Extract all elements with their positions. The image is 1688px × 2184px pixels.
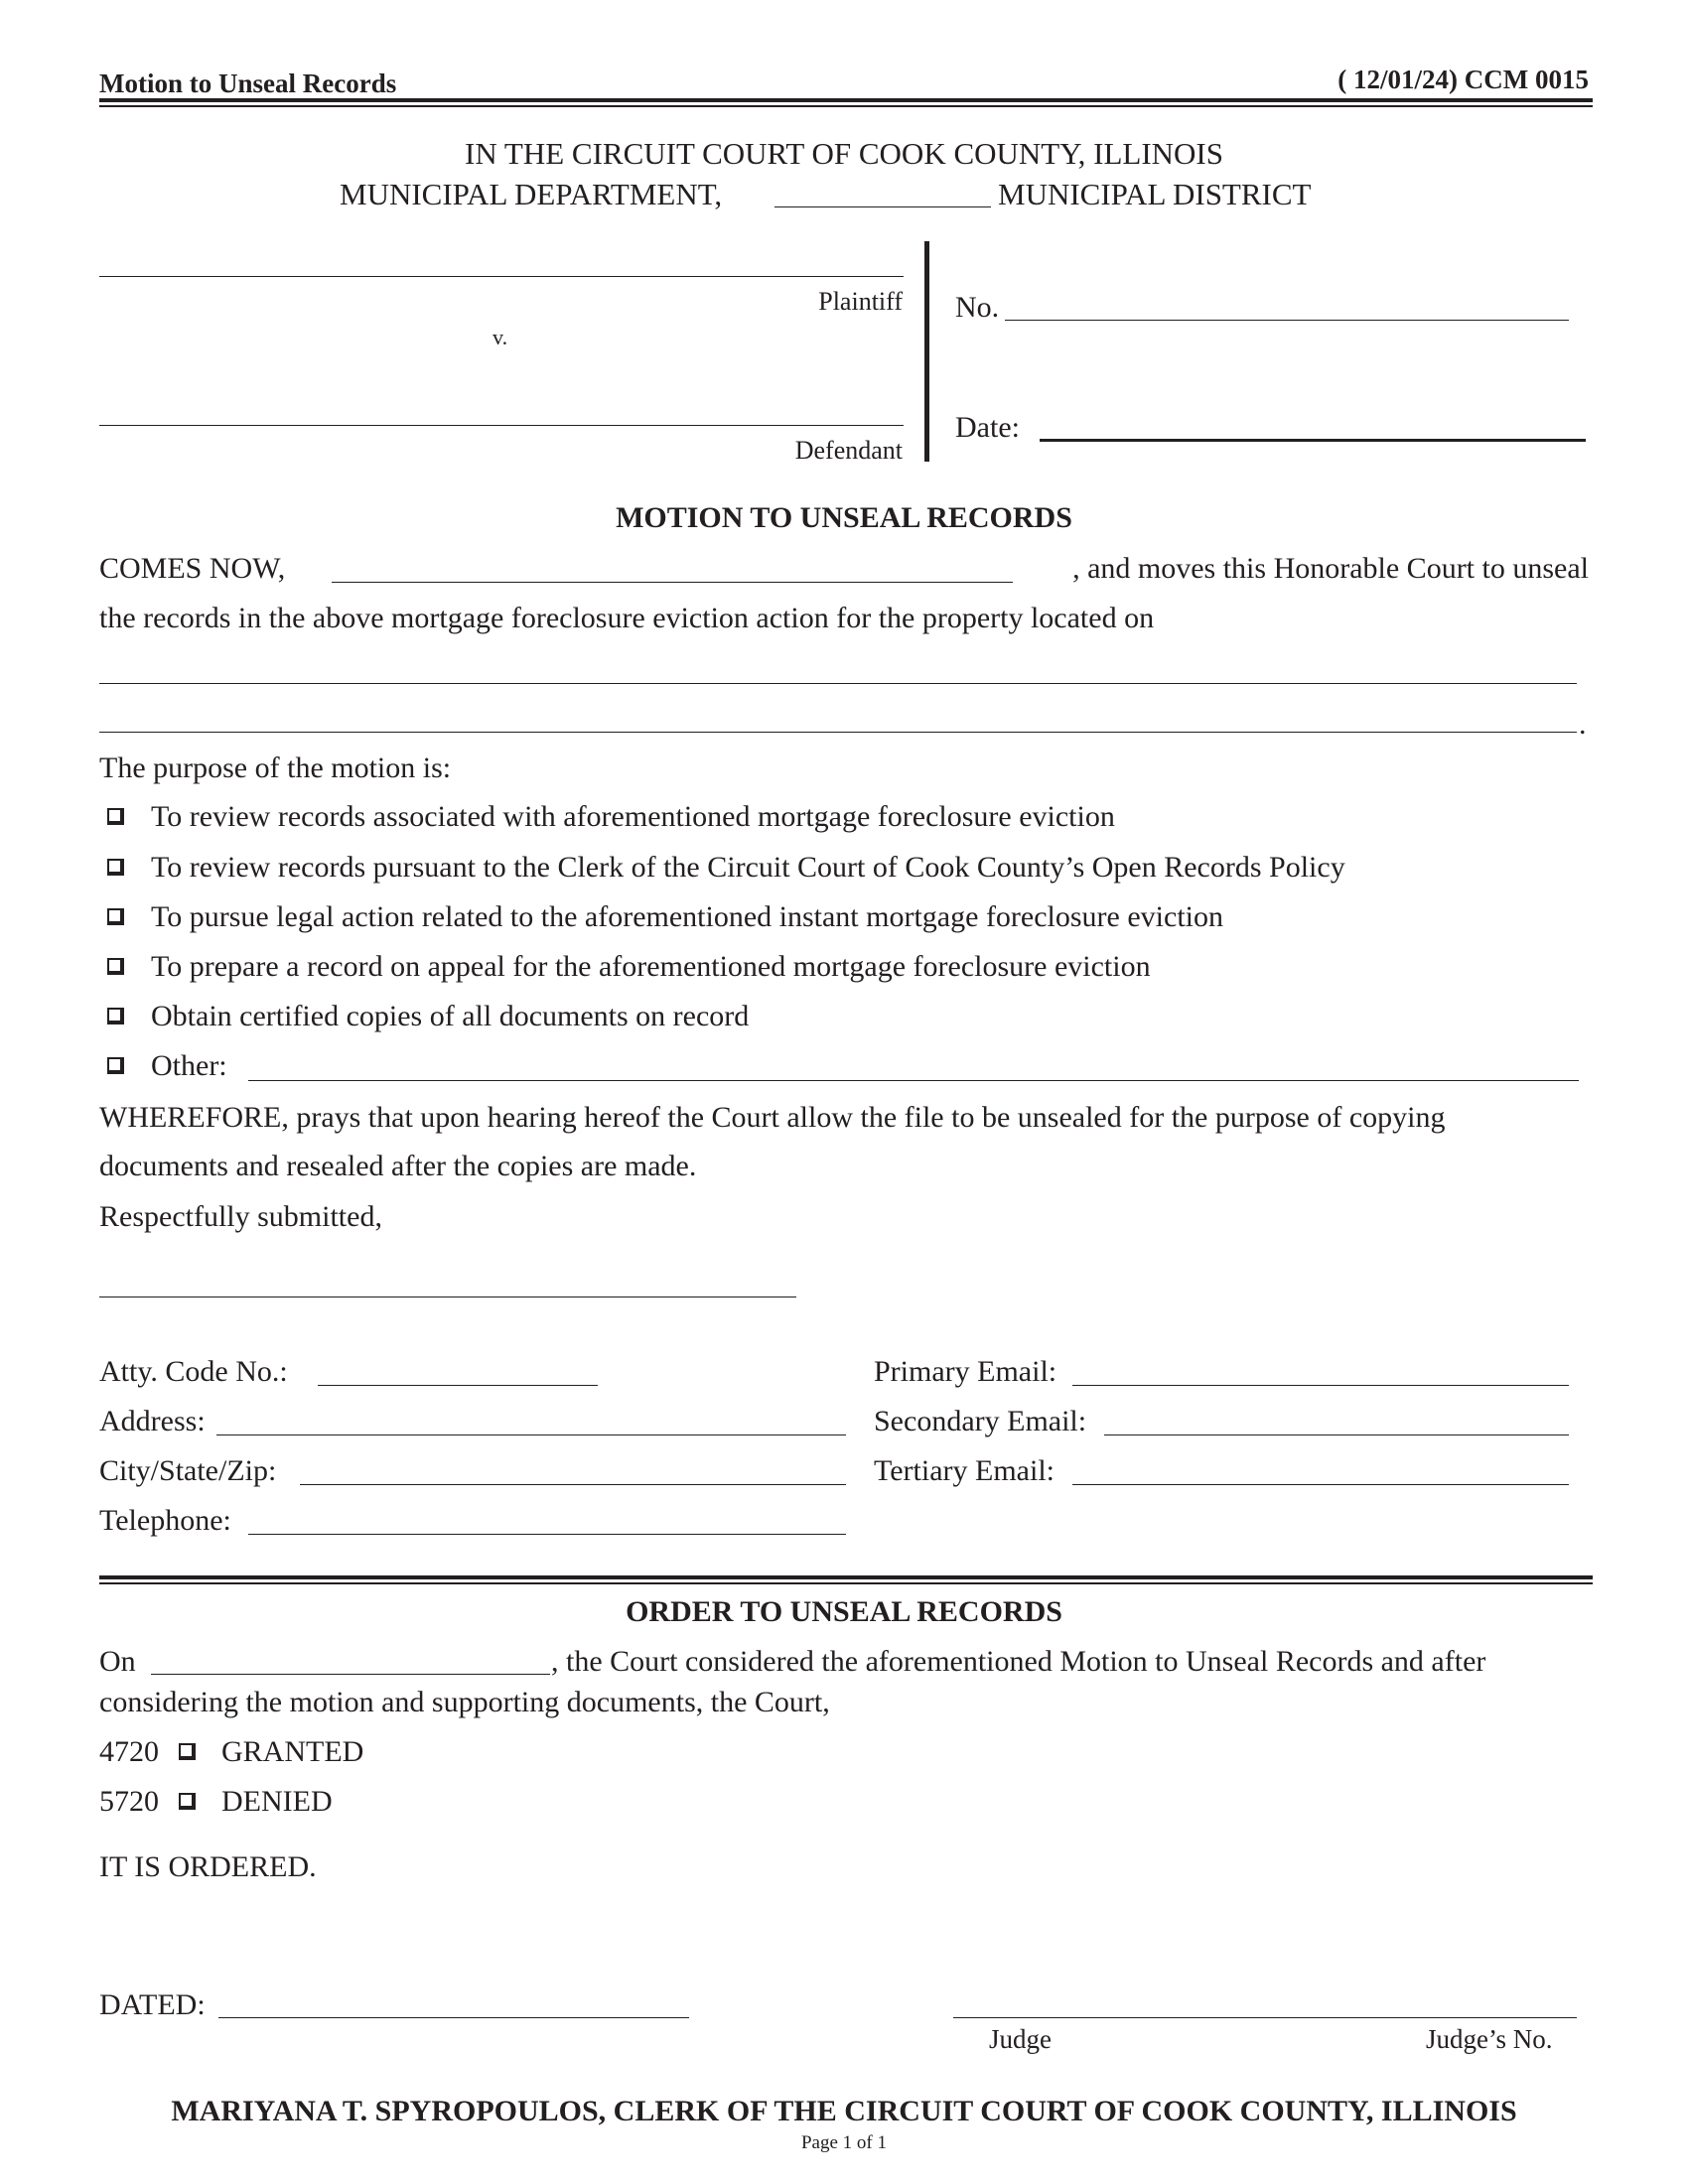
district-field[interactable] [774,206,991,207]
movant-name-field[interactable] [332,582,1013,583]
secondary-email-field[interactable] [1104,1434,1569,1435]
atty-code-field[interactable] [318,1385,598,1386]
plaintiff-label: Plaintiff [818,287,903,316]
judge-signature-field[interactable] [953,2017,1577,2018]
date-field[interactable] [1040,439,1586,442]
granted-code: 4720 [99,1735,159,1768]
dated-label: DATED: [99,1988,206,2021]
respectfully-submitted: Respectfully submitted, [99,1200,382,1233]
purpose-label: The purpose of the motion is: [99,751,452,784]
dated-field[interactable] [218,2017,689,2018]
denied-label: DENIED [221,1785,333,1818]
purpose-checkbox-3[interactable] [107,958,124,975]
header-rule-thin [99,105,1593,107]
moves-text: , and moves this Honorable Court to unseal [1072,552,1589,585]
purpose-checkbox-other[interactable] [107,1057,124,1074]
case-number-field[interactable] [1005,320,1569,321]
purpose-option-label: To review records pursuant to the Clerk of the Circuit Court of Cook County’s Open Records Policy [151,851,1345,884]
primary-email-label: Primary Email: [874,1355,1057,1388]
caption-divider [924,241,929,462]
telephone-field[interactable] [248,1534,846,1535]
purpose-option-label: To pursue legal action related to the aforementioned instant mortgage foreclosure eviction [151,900,1223,933]
purpose-option-label: To prepare a record on appeal for the aforementioned mortgage foreclosure eviction [151,950,1151,983]
property-address-line1[interactable] [99,683,1577,684]
page-number: Page 1 of 1 [800,2132,887,2153]
order-considering-text: considering the motion and supporting documents, the Court, [99,1686,830,1718]
tertiary-email-label: Tertiary Email: [874,1454,1055,1487]
purpose-option-label: To review records associated with aforementioned mortgage foreclosure eviction [151,800,1115,833]
header-rule [99,98,1593,102]
motion-title: MOTION TO UNSEAL RECORDS [616,501,1072,534]
case-number-label: No. [955,291,1000,324]
defendant-field[interactable] [99,425,904,426]
purpose-checkbox-0[interactable] [107,808,124,825]
comes-now-label: COMES NOW, [99,552,286,585]
city-state-zip-label: City/State/Zip: [99,1454,277,1487]
wherefore-text-2: documents and resealed after the copies are made. [99,1150,697,1182]
order-on-label: On [99,1645,136,1678]
defendant-label: Defendant [794,436,903,465]
date-label: Date: [955,411,1020,444]
court-heading: IN THE CIRCUIT COURT OF COOK COUNTY, ILLINOIS [465,136,1223,171]
granted-checkbox[interactable] [179,1743,196,1760]
telephone-label: Telephone: [99,1504,231,1537]
period: . [1579,708,1587,741]
address-field[interactable] [216,1434,846,1435]
purpose-checkbox-4[interactable] [107,1008,124,1024]
order-rule [99,1575,1593,1579]
property-address-line2[interactable] [99,732,1577,733]
order-rule-thin [99,1582,1593,1584]
denied-checkbox[interactable] [179,1793,196,1810]
order-date-field[interactable] [151,1674,550,1675]
judge-number-label: Judge’s No. [1426,2024,1553,2054]
purpose-checkbox-2[interactable] [107,908,124,925]
versus-label: v. [492,325,508,349]
denied-code: 5720 [99,1785,159,1818]
tertiary-email-field[interactable] [1072,1484,1569,1485]
department-label: MUNICIPAL DEPARTMENT, [340,177,723,211]
purpose-option-label: Obtain certified copies of all documents on record [151,1000,750,1032]
judge-label: Judge [989,2024,1052,2054]
atty-code-label: Atty. Code No.: [99,1355,288,1388]
it-is-ordered: IT IS ORDERED. [99,1850,317,1883]
purpose-other-field[interactable] [248,1080,1579,1081]
clerk-footer: MARIYANA T. SPYROPOULOS, CLERK OF THE CIRCUIT COURT OF COOK COUNTY, ILLINOIS [171,2095,1517,2127]
order-title: ORDER TO UNSEAL RECORDS [626,1595,1062,1628]
form-title: Motion to Unseal Records [99,68,397,98]
city-state-zip-field[interactable] [300,1484,846,1485]
plaintiff-field[interactable] [99,276,904,277]
granted-label: GRANTED [221,1735,364,1768]
purpose-checkbox-1[interactable] [107,859,124,876]
wherefore-text: WHEREFORE, prays that upon hearing hereof the Court allow the file to be unsealed for the purpose of copying [99,1101,1446,1134]
secondary-email-label: Secondary Email: [874,1405,1087,1437]
form-number: ( 12/01/24) CCM 0015 [1337,65,1589,94]
primary-email-field[interactable] [1072,1385,1569,1386]
district-label: MUNICIPAL DISTRICT [998,177,1312,211]
purpose-other-label: Other: [151,1049,227,1082]
motion-text-line2: the records in the above mortgage foreclosure eviction action for the property located on [99,602,1155,634]
order-considered-text: , the Court considered the aforementioned Motion to Unseal Records and after [551,1645,1486,1678]
address-label: Address: [99,1405,206,1437]
